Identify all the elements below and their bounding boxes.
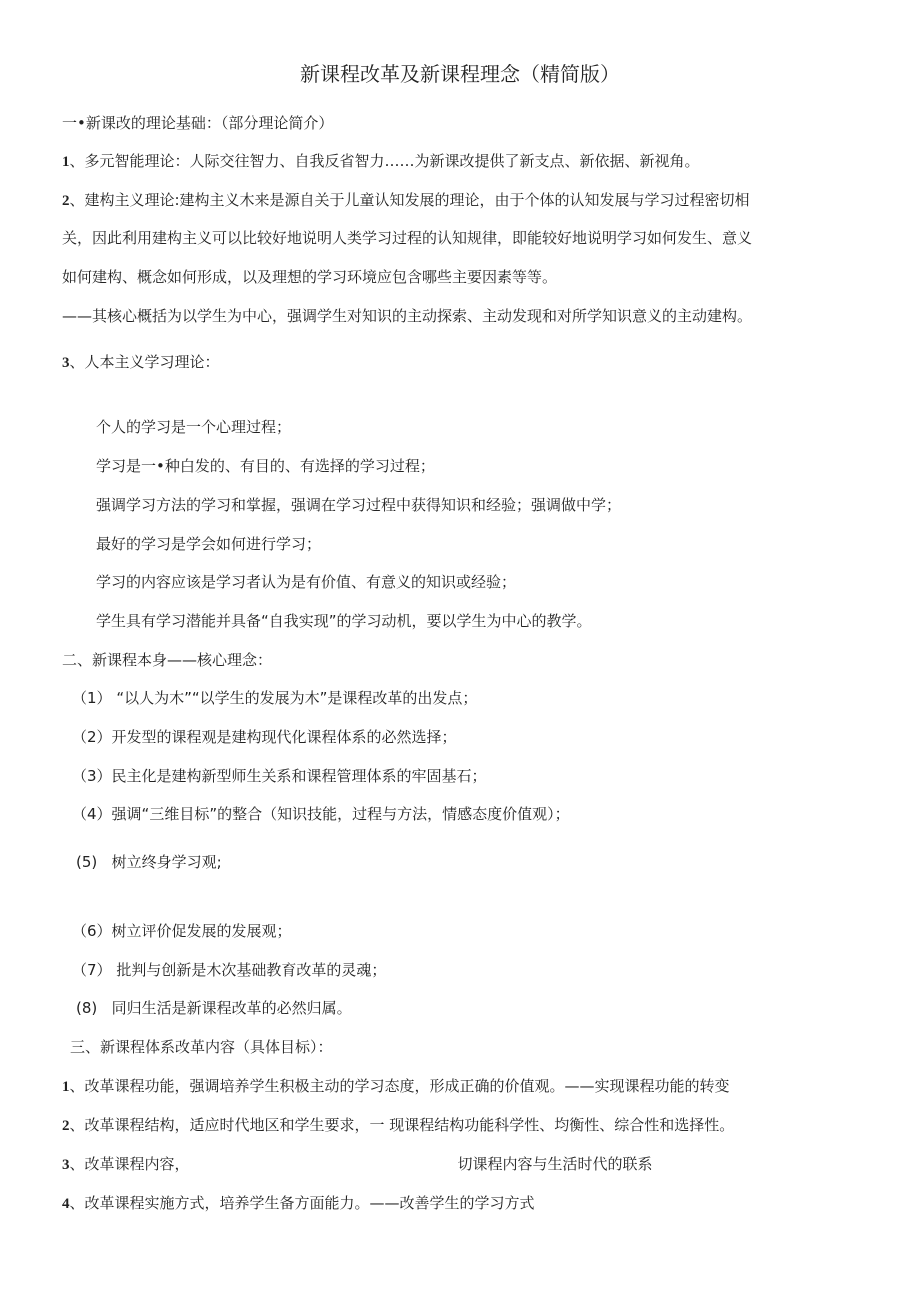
reform-item	[62, 1154, 653, 1175]
page-title: 新课程改革及新课程理念（精简版）	[300, 62, 620, 86]
core-concept-item	[72, 766, 487, 786]
item-text: 、改革课程结构，适应时代地区和学生要求，一 现课程结构功能科学性、均衡性、综合性和选择性。	[69, 1116, 735, 1134]
item-text: “以人为木”“以学生的发展为木”是课程改革的出发点；	[116, 689, 478, 707]
core-concept-item	[72, 804, 570, 824]
item-text: 、建构主义理论:建构主义木来是源自关于儿童认知发展的理论，由于个体的认知发展与学习过程密切相	[69, 191, 750, 209]
item-number: 3	[62, 355, 70, 371]
humanism-point: 学生具有学习潜能并具备“自我实现”的学习动机，要以学生为中心的教学。	[96, 612, 592, 630]
item-number: 1	[62, 154, 70, 170]
item-number: （3）	[72, 767, 112, 785]
paragraph-item-2-line-2: 关，因此利用建构主义可以比较好地说明人类学习过程的认知规律，即能较好地说明学习如何发生、意义	[62, 229, 753, 247]
humanism-point: 学习的内容应该是学习者认为是有价值、有意义的知识或经验；	[96, 573, 517, 591]
item-number: (8)	[76, 999, 98, 1017]
core-concept-item	[72, 727, 457, 747]
item-number: (5)	[76, 853, 98, 871]
item-number: （6）	[72, 922, 112, 940]
core-concept-item	[72, 921, 292, 941]
item-text: 开发型的课程观是建构现代化课程体系的必然选择；	[111, 728, 457, 746]
item-text: 、改革课程功能，强调培养学生积极主动的学习态度，形成正确的价值观。——实现课程功能的转变	[69, 1077, 730, 1095]
reform-item	[62, 1193, 535, 1214]
item-number: （4）	[72, 805, 112, 823]
item-number: 2	[62, 193, 70, 209]
humanism-point: 最好的学习是学会如何进行学习；	[96, 535, 322, 553]
item-text: 树立终身学习观;	[111, 853, 222, 871]
item-text: 树立评价促发展的发展观；	[111, 922, 292, 940]
item-number: （2）	[72, 728, 112, 746]
item-text: 民主化是建构新型师生关系和课程管理体系的牢固基石；	[111, 767, 487, 785]
humanism-point: 强调学习方法的学习和掌握，强调在学习过程中获得知识和经验；强调做中学；	[96, 496, 622, 514]
item-number: 1	[62, 1079, 70, 1095]
paragraph-item-2-line-1	[62, 190, 750, 211]
section-heading-2: 二、新课程本身——核心理念：	[62, 651, 273, 669]
item-text: 、改革课程内容，	[69, 1155, 190, 1173]
humanism-point: 学习是一•种白发的、有目的、有选择的学习过程；	[96, 457, 435, 475]
humanism-point: 个人的学习是一个心理过程；	[96, 418, 292, 436]
paragraph-item-1	[62, 151, 700, 172]
item-tail-text: 切课程内容与生活时代的联系	[457, 1155, 653, 1173]
item-text: 、多元智能理论：人际交往智力、自我反省智力……为新课改提供了新支点、新依据、新视角。	[69, 152, 700, 170]
core-concept-item	[72, 688, 477, 708]
section-heading-3: 三、新课程体系改革内容（具体目标）：	[70, 1038, 333, 1056]
paragraph-item-3	[62, 352, 220, 373]
core-concept-item	[76, 852, 222, 872]
section-heading-1: 一•新课改的理论基础：（部分理论简介）	[62, 114, 334, 132]
core-summary: ——其核心概括为以学生为中心，强调学生对知识的主动探索、主动发现和对所学知识意义的主动建构。	[62, 307, 753, 325]
item-number: 3	[62, 1157, 70, 1173]
item-number: 4	[62, 1196, 70, 1212]
item-number: （1）	[72, 689, 112, 707]
paragraph-item-2-line-3: 如何建构、概念如何形成，以及理想的学习环境应包含哪些主要因素等等。	[62, 268, 558, 286]
item-text: 、人本主义学习理论：	[69, 353, 220, 371]
item-number: （7）	[72, 961, 112, 979]
reform-item	[62, 1076, 730, 1097]
core-concept-item	[72, 960, 386, 980]
core-concept-item	[76, 998, 352, 1018]
item-text: 同归生活是新课程改革的必然归属。	[111, 999, 352, 1017]
item-text: 、改革课程实施方式，培养学生备方面能力。——改善学生的学习方式	[69, 1194, 535, 1212]
item-text: 强调“三维目标”的整合（知识技能，过程与方法，情感态度价值观）；	[111, 805, 570, 823]
item-number: 2	[62, 1118, 70, 1134]
reform-item	[62, 1115, 734, 1136]
item-text: 批判与创新是木次基础教育改革的灵魂；	[116, 961, 387, 979]
